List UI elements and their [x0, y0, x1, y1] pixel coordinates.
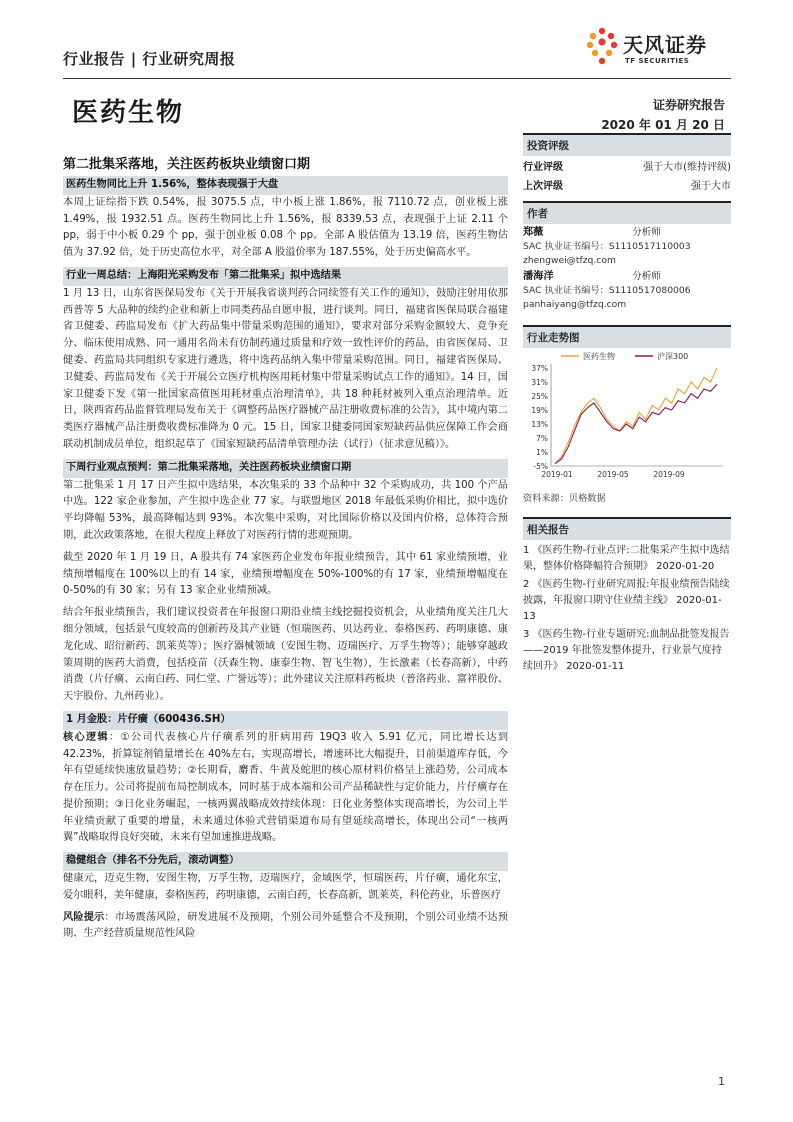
- trend-chart: [523, 348, 731, 496]
- company-logo: [583, 26, 733, 70]
- risk-text: ：市场震荡风险，研发进展不及预期，个别公司外延整合不及预期，个别公司业绩不达预期、生产经营质量规范性风险: [63, 911, 509, 940]
- y-tick-label: 19%: [531, 406, 548, 415]
- paragraph: [63, 910, 508, 944]
- header-divider: [63, 78, 731, 79]
- report-category: 行业报告 | 行业研究周报: [63, 50, 236, 68]
- y-tick-label: 31%: [531, 378, 548, 387]
- y-tick-label: 25%: [531, 392, 548, 401]
- related-report-link[interactable]: 1 《医药生物-行业点评:二批集采产生拟中选结果，整体价格降幅符合预期》 2020-01-20: [523, 545, 730, 572]
- rating-row: 上次评级 强于大市: [523, 181, 731, 192]
- section-heading: 1 月金股：片仔癀（600436.SH）: [63, 711, 508, 730]
- author-email[interactable]: panhaiyang@tfzq.com: [523, 299, 627, 310]
- paragraph: [63, 730, 508, 848]
- author-item: 郑薇 分析师: [523, 227, 661, 238]
- logo-mark-icon: [583, 26, 621, 68]
- risk-label: 风险提示: [63, 911, 105, 923]
- y-tick-label: -5%: [533, 462, 548, 471]
- author-title: 作者: [523, 203, 731, 224]
- series-line-csi300: [555, 384, 717, 463]
- section-heading: 行业一周总结：上海阳光采购发布「第二批集采」拟中选结果: [63, 267, 508, 286]
- page-number: 1: [718, 1075, 725, 1088]
- paragraph: 本周上证综指下跌 0.54%，报 3075.5 点，中小板上涨 1.86%，报 7110.72 点，创业板上涨 1.49%，报 1932.51 点。医药生物同比上升 1.56%，报 8339.53 点，表现强于上证 2.11 个 pp，弱于中小板 0.29 个 pp，强于创业板 0.08 个 pp。全部 A 股估值为 13.19 倍，医药生物估值为 37.92 倍，处于历史高位水平，对全部 A 股溢价率为 187.55%，处于历史偏高水平。: [63, 196, 508, 259]
- related-report-link[interactable]: 2 《医药生物-行业研究周报:年报业绩预告陆续披露，年报窗口期守住业绩主线》 2020-01-13: [523, 579, 730, 622]
- company-name: 天风证券: [623, 33, 707, 57]
- report-type: 证券研究报告: [652, 98, 725, 112]
- y-tick-label: 13%: [531, 420, 548, 429]
- chart-source: 资料来源：贝格数据: [523, 493, 606, 504]
- y-tick-label: 1%: [536, 448, 548, 457]
- paragraph: 截至 2020 年 1 月 19 日，A 股共有 74 家医药企业发布年报业绩预告，其中 61 家业绩预增，业绩预增幅度在 100%以上的有 14 家，业绩预增幅度在 50%-100%的有 17 家，业绩预增幅度在 0-50%的有 30 家；另有 13 家企业业绩预减。: [63, 551, 508, 597]
- related-report-link[interactable]: 3 《医药生物-行业专题研究:血制品批签发报告——2019 年批签发整体提升，行业景气度持续回升》 2020-01-11: [523, 629, 730, 672]
- section-heading: 稳健组合（排名不分先后，滚动调整）: [63, 852, 508, 871]
- paragraph: 健康元，迈克生物，安图生物，万孚生物，迈瑞医疗，金域医学，恒瑞医药，片仔癀，通化东宝，爱尔眼科，美年健康，泰格医药，药明康德，云南白药，长春高新，凯莱英，科伦药业，乐普医疗: [63, 873, 508, 901]
- x-tick-label: 2019-01: [541, 470, 573, 479]
- author-email[interactable]: zhengwei@tfzq.com: [523, 255, 616, 266]
- x-tick-label: 2019-09: [653, 470, 685, 479]
- rating-panel: [523, 133, 731, 194]
- rating-title: 投资评级: [523, 135, 731, 156]
- y-tick-label: 7%: [536, 434, 548, 443]
- paragraph: 第二批集采 1 月 17 日产生拟中选结果，本次集采的 33 个品种中 32 个采购成功，共 100 个产品中选。122 家企业参加，产生拟中选企业 77 家。与联盟地区 2018 年最低采购价相比，拟中选价平均降幅 53%，最高降幅达到 93%。本次集中采购，对比国际价格以及国内价格，总体符合预期，此次政策落地，在很大程度上释放了对医药行情的悲观预期。: [63, 479, 508, 541]
- x-tick-label: 2019-05: [597, 470, 629, 479]
- trend-title: 行业走势图: [523, 327, 731, 348]
- section-heading: 下周行业观点预判：第二批集采落地，关注医药板块业绩窗口期: [63, 459, 508, 478]
- core-logic-label: 核心逻辑: [63, 731, 109, 743]
- paragraph: 结合年报业绩预告，我们建议投资者在年报窗口期沿业绩主线挖掘投资机会，从业绩角度关注几大细分领域，包括景气度较高的创新药及其产业链（恒瑞医药、贝达药业、泰格医药、药明康德、康龙化成、昭衍新药、凯莱英等）；医疗器械领域（安图生物、迈瑞医疗、万孚生物等）；能够穿越政策周期的医药大消费，包括疫苗（沃森生物、康泰生物、智飞生物），生长激素（长春高新），中药消费（片仔癀、云南白药、同仁堂、广誉远等）；此外建议关注原料药板块（普洛药业、富祥股份、天宇股份、九州药业）。: [63, 607, 508, 703]
- y-tick-label: 37%: [531, 364, 548, 373]
- related-panel: [523, 517, 731, 677]
- section-heading: 医药生物同比上升 1.56%，整体表现强于大盘: [63, 176, 508, 195]
- company-name-en: TF SECURITIES: [625, 57, 690, 65]
- author-item: 潘海洋 分析师: [523, 271, 661, 282]
- main-content: [63, 176, 508, 943]
- report-date: 2020 年 01 月 20 日: [601, 118, 725, 132]
- author-panel: 作者 郑薇 分析师 SAC 执业证书编号：S1110517110003 zhengwei@tfzq.com 潘海洋 分析师 SAC 执业证书编号：S1110517080006 panhaiyang@tfzq.com: [523, 201, 731, 312]
- trend-panel: [523, 325, 731, 348]
- industry-title: 医药生物: [72, 98, 185, 128]
- core-logic-text: ：①公司代表核心片仔癀系列的肝病用药 19Q3 收入 5.91 亿元，同比增长达到 42.23%，折算锭剂销量增长在 40%左右，实现高增长，增速环比大幅提升，目前渠道库存低，今年有望延续快速放量趋势；②长期看，麝香、牛黄及蛇胆的核心原材料价格呈上涨趋势，公司成本存在压力。公司将提前布局控制成本，同时基于成本端和公司产品稀缺性与定价能力，片仔癀存在提价预期；③日化业务崛起，一核两翼战略成效持续体现：日化业务整体实现高增长，为公司上半年业绩贡献了重要的增量，未来通过体验式营销渠道布局有望延续高增长，体现出公司“一核两翼”战略取得良好突破，未来有望加速推进战略。: [63, 731, 509, 844]
- paragraph: 1 月 13 日，山东省医保局发布《关于开展我省谈判药合同续签有关工作的通知》，鼓励注射用依那西普等 5 大品种的续约企业和新上市同类药品自愿申报，进行谈判。同日，福建省医保局联合福建省卫健委、药监局发布《扩大药品集中带量采购范围的通知》，要求对部分采购金额较大、竞争充分、临床使用成熟、同一通用名尚未有仿制药通过质量和疗效一致性评价的药品，由省医保局、卫健委、药监局共同组织专家进行遴选，将中选药品纳入集中带量采购范围。同日，福建省医保局、卫健委、药监局发布《关于开展公立医疗机构医用耗材集中带量采购试点工作的通知》。14 日，国家卫健委下发《第一批国家高值医用耗材重点治理清单》，共 18 种耗材被列入重点治理清单。近日，陕西省药品监督管理局发布关于《调整药品医疗器械产品注册收费标准的公告》，其中境内第二类医疗器械产品注册费收费标准降为 0 元。15 日，国家卫健委同国家短缺药品供应保障工作会商联动机制成员单位，组织起草了《国家短缺药品清单管理办法（试行）（征求意见稿）》。: [63, 287, 508, 450]
- legend-label: 沪深300: [657, 352, 689, 361]
- report-title: 第二批集采落地，关注医药板块业绩窗口期: [63, 157, 311, 172]
- series-line-pharma: [555, 368, 717, 464]
- legend-label: 医药生物: [583, 352, 615, 361]
- related-title: 相关报告: [523, 519, 731, 540]
- rating-row: 行业评级 强于大市(维持评级): [523, 162, 731, 173]
